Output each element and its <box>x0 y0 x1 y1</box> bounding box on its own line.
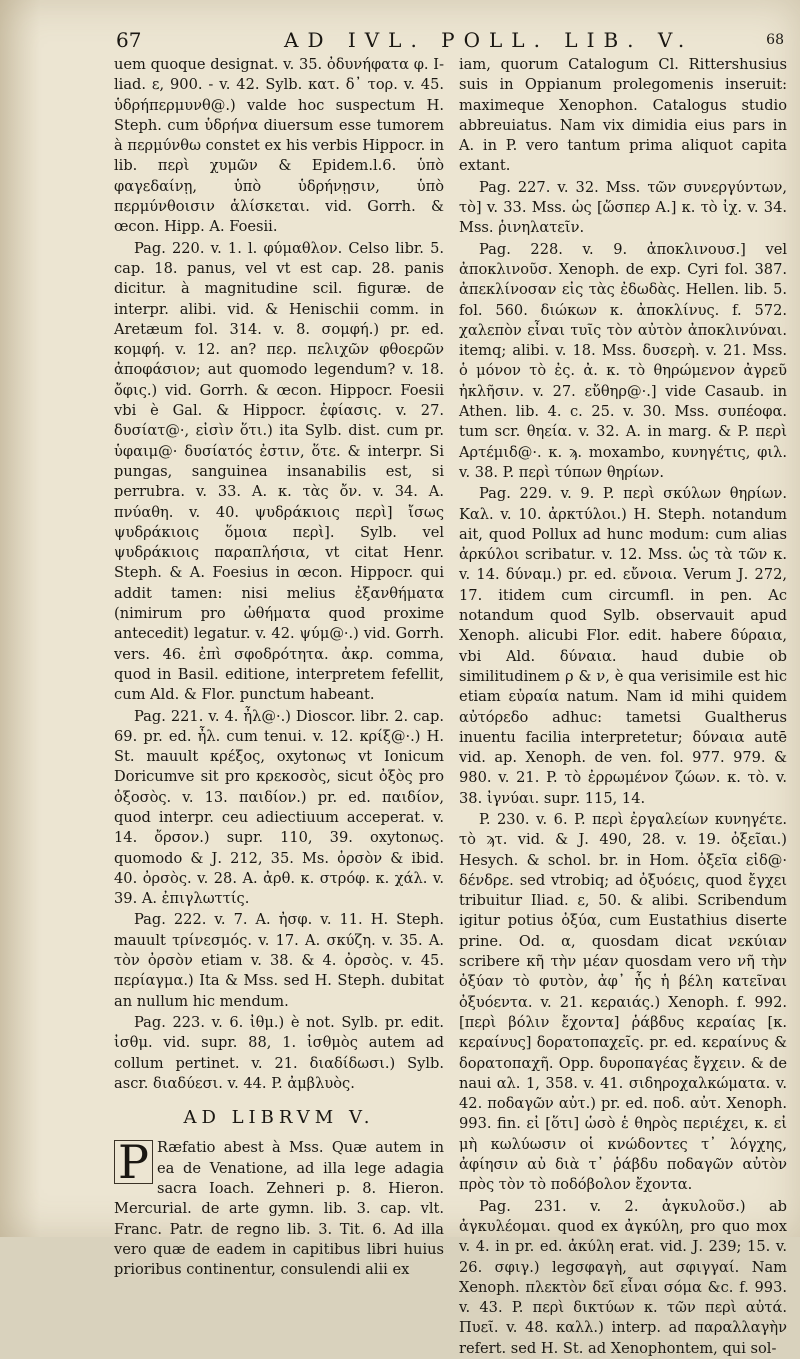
left-column <box>114 55 444 1281</box>
commentary-paragraph: P. 230. v. 6. P. περὶ ἐργαλείων κυνηγέτε. τὸ ϡτ. vid. & Ϳ. 490, 28. v. 19. ὀξεῖαι.) Hesych. & schol. br. in Hom. ὀξεῖα εἰδ@· δένδρε. sed vtrobiq; ad ὀξυόεις, quod ἔγχει tribuitur Iliad. ε, 50. & alibi. Scribendum igitur potius ὀξύα, cum Eustathius diserte prine. Od. α, quosdam dicat νεκύιαν scribere κῆ τὴν μέαν quosdam vero νῆ τὴν ὀξύαν τὸ φυτὸν, ἀφ᾽ ἧς ἡ βέλη κατεῖναι ὀξυόεντα. v. 21. κεραιάς.) Xenoph. f. 992. [περὶ βόλιν ἔχοντα] ῥάβδυς κεραίας [κ. κεραίνυς] δορατοπαχεῖς. pr. ed. κεραίνυς & δορατοπαχῆ. Opp. δυροπαγέας ἔγχειν. & de naui αλ. 1, 358. v. 41. σιδηροχαλκώματα. v. 42. ποδαγῶν αὐτ.) pr. ed. ποδ. αὐτ. Xenoph. 993. fin. εἰ [ὅτι] ὡσὸ ἑ θηρὸς περιέχει, κ. εἰ μὴ κωλύωσιν οἱ κνώδοντες τ᾽ λόγχης, ἀφίησιν αὐ διὰ τ᾽ ῥάβδυ ποδαγῶν αὐτὸν πρὸς τὸν τὸ ποδόβολον ἔχοντα. <box>459 810 787 1194</box>
page-header <box>114 28 794 56</box>
right-column <box>459 55 787 1359</box>
folio-number-right: 68 <box>766 32 784 48</box>
preface-text: Ræfatio abest à Mss. Quæ autem in ea de Venatione, ad illa lege adagia sacra Ioach. Zehneri p. 8. Hieron. Mercurial. de arte gymn. lib. 3. cap. vlt. Franc. Patr. de regno lib. 3. Tit. 6. Ad illa vero quæ de eadem in capitibus libri huius prioribus continentur, consulendi alii ex <box>114 1139 444 1279</box>
commentary-paragraph: Pag. 227. v. 32. Mss. τῶν συνεργύντων, τὸ] v. 33. Mss. ὡς [ὥσπερ A.] κ. τὸ ἰχ. v. 34. Mss. ῥινηλατεῖν. <box>459 178 787 237</box>
commentary-paragraph: Pag. 223. v. 6. ἰθμ.) è not. Sylb. pr. edit. ἰσθμ. vid. supr. 88, 1. ἰσθμὸς autem ad collum pertinet. v. 21. διαδίδωσι.) Sylb. ascr. διαδύεσι. v. 44. P. ἀμβλυὸς. <box>114 1013 444 1092</box>
commentary-paragraph: Pag. 222. v. 7. A. ἠσφ. v. 11. H. Steph. mauult τρίνεσμός. v. 17. A. σκύζη. v. 35. A. τὸν ὀρσὸν etiam v. 38. & 4. ὀρσὸς. v. 45. περίαγμα.) Ita & Mss. sed H. Steph. dubitat an nullum hic mendum. <box>114 911 444 1010</box>
section-heading: AD LIBRVM V. <box>183 1107 375 1129</box>
commentary-paragraph: Pag. 228. v. 9. ἀποκλινουσ.] vel ἀποκλινοῦσ. Xenoph. de exp. Cyri fol. 387. ἀπεκλίνοσαν εἰς τὰς ἐδωδὰς. Hellen. lib. 5. fol. 560. διώκων κ. ἀποκλίνυς. f. 572. χαλεπὸν εἶναι τυῖς τὸν αὐτὸν ἀποκλινύναι. itemq; alibi. v. 18. Mss. δυσερὴ. v. 21. Mss. ὁ μόνον τὸ ἐς. ἀ. κ. τὸ θηρώμενον ἀγρεῦ ἠκλῆσιν. v. 27. εὔθηρ@·.] vide Casaub. in Athen. lib. 4. c. 25. v. 30. Mss. συπέοφα. tum scr. θηεία. v. 32. A. in marg. & P. περὶ Αρτέμιδ@·. κ. ϡ. moxambo, κυνηγέτις, φιλ. v. 38. P. περὶ τύπων θηρίων. <box>459 240 787 481</box>
commentary-paragraph: Pag. 231. v. 2. ἀγκυλοῦσ.) ab ἀγκυλέομαι. quod ex ἀγκύλη, pro quo mox v. 4. in pr. ed. ἀκύλη erat. vid. Ϳ. 239; 15. v. 26. σφιγ.) legσφαγὴ, aut σφιγγαί. Nam Xenoph. πλεκτὸν δεῖ εἶναι σόμα &c. f. 993. v. 43. P. περὶ δικτύων κ. τῶν περὶ αὐτά. Πυεῖ. v. 48. καλλ.) interp. ad παραλλαγὴν refert. sed H. St. ad Xenophontem, qui sol- <box>459 1197 787 1357</box>
running-head: AD IVL. POLL. LIB. V. <box>284 28 694 52</box>
commentary-paragraph: uem quoque designat. v. 35. ὀδυνήφατα φ. I-liad. ε, 900. - v. 42. Sylb. κατ. δ᾽ τορ. v. 45. ὑδρήπερμυνθ@.) valde hoc suspectum H. Steph. cum ὑδρήνα diuersum esse tumorem à περμύνθω constet ex his verbis Hippocr. in lib. περὶ χυμῶν & Epidem.l.6. ὑπὸ φαγεδαίνῃ, ὑπὸ ὑδρήνῃσιν, ὑπὸ περμύνθοισιν ἁλίσκεται. vid. Gorrh. & œcon. Hipp. A. Foesii. <box>114 56 444 236</box>
gutter-shadow <box>0 0 40 1237</box>
commentary-paragraph: Pag. 220. v. 1. l. φύμαθλον. Celso libr. 5. cap. 18. panus, vel vt est cap. 28. panis dicitur. à magnitudine scil. figuræ. de interpr. alibi. vid. & Henischii comm. in Aretæum fol. 314. v. 8. σομφή.) pr. ed. κομφή. v. 12. an? περ. πελιχῶν φθοερῶν ἀποφάσιον; aut quomodo legendum? v. 18. ὄφις.) vid. Gorrh. & œcon. Hippocr. Foesii vbi è Gal. & Hippocr. ἐφίασις. v. 27. δυσίατ@·, εἰσὶν ὅτι.) ita Sylb. dist. cum pr. ὑφαιμ@· δυσίατός ἐστιν, ὅτε. & interpr. Si pungas, sanguinea insanabilis est, si perrubra. v. 33. A. κ. τὰς ὄν. v. 34. A. πνύαθη. v. 40. ψυδράκιοις περὶ] ἴσως ψυδράκιοις ὅμοια περὶ]. Sylb. vel ψυδράκιοις παραπλήσια, vt citat Henr. Steph. & A. Foesius in œcon. Hippocr. qui addit tamen: nisi melius ἐξανθήματα (nimirum pro ὠθήματα quod proxime antecedit) legatur. v. 42. ψύμ@·.) vid. Gorrh. vers. 46. ἐπὶ σφοδρότητα. ἀκρ. comma, quod in Basil. editione, interpretem fefellit, cum Ald. & Flor. punctum habeant. <box>114 239 444 704</box>
commentary-paragraph: Pag. 229. v. 9. P. περὶ σκύλων θηρίων. Καλ. v. 10. ἀρκτύλοι.) H. Steph. notandum ait, quod Pollux ad hunc modum: cum alias ἀρκύλοι scribatur. v. 12. Mss. ὡς τὰ τῶν κ. v. 14. δύναμ.) pr. ed. εὔνοια. Verum Ϳ. 272, 17. itidem cum circumfl. in pen. Ac notandum quod Sylb. observauit apud Xenoph. alicubi Flor. edit. habere δύραια, vbi Ald. δύναια. haud dubie ob similitudinem ρ & ν, è qua verisimile est hic etiam εὐραία natum. Nam id mihi quidem αὐτόρεδο adhuc: tametsi Gualtherus inuentu facilia interpretetur; δύναια autē vid. ap. Xenoph. de ven. fol. 977. 979. & 980. v. 21. P. τὸ ἐρρωμένον ζώων. κ. τὸ. v. 38. ἰγνύαι. supr. 115, 14. <box>459 485 787 807</box>
commentary-paragraph: Pag. 221. v. 4. ἦλ@·.) Dioscor. libr. 2. cap. 69. pr. ed. ἦλ. cum tenui. v. 12. κρίξ@·.) H. St. mauult κρέξος, oxytonως vt Ionicum Doricumve sit pro κρεκοσὸς, sicut ὀξὸς pro ὀξοσὸς. v. 13. παιδίον.) pr. ed. παιδίον, quod interpr. ceu adiectiuum acceperat. v. 14. ὄρσον.) supr. 110, 39. oxytonως. quomodo & Ϳ. 212, 35. Ms. ὀρσὸν & ibid. 40. ὀρσὸς. v. 28. A. ἀρθ. κ. στρόφ. κ. χάλ. v. 39. A. ἐπιγλωττίς. <box>114 707 444 908</box>
commentary-paragraph: iam, quorum Catalogum Cl. Rittershusius suis in Oppianum prolegomenis inseruit: maximeque Xenophon. Catalogus studio abbreuiatus. Nam vix dimidia eius pars in A. in P. vero tantum prima aliquot capita extant. <box>459 56 787 175</box>
drop-cap-initial: P <box>114 1140 153 1184</box>
folio-number-left: 67 <box>116 28 142 52</box>
preface-paragraph <box>114 1135 444 1280</box>
